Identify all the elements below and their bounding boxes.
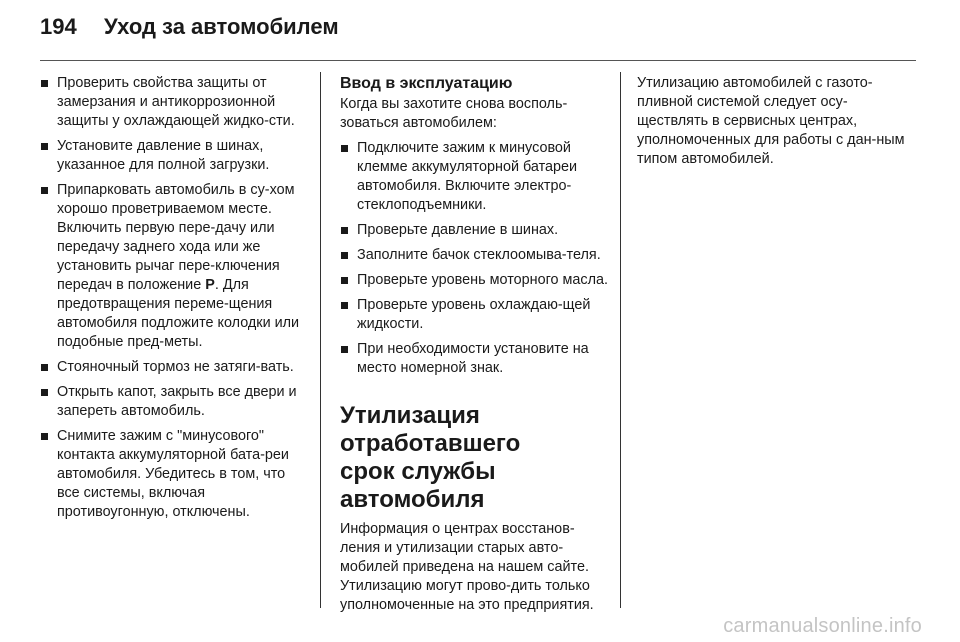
list-item [40, 427, 302, 522]
list-item-text: Установите давление в шинах, указанное для полной загрузки. [57, 138, 270, 173]
header-rule [40, 60, 916, 61]
column-divider-right [620, 72, 621, 608]
storage-checklist [40, 74, 302, 522]
list-item [40, 181, 302, 352]
park-gear-letter: P [205, 277, 215, 293]
page-header [40, 14, 339, 44]
column-storage-checklist [40, 74, 302, 528]
list-item [40, 74, 302, 131]
list-item-text: Припарковать автомобиль в су-хом хорошо проветриваемом месте. Включить первую пере-дачу или передачу заднего хода или же установить рычаг пере-ключения передач в положение [57, 182, 295, 293]
list-item-text: Открыть капот, закрыть все двери и запереть автомобиль. [57, 384, 297, 419]
disposal-section-heading: Утилизация отработавшего срок службы автомобиля [340, 402, 521, 513]
list-item [340, 296, 610, 334]
list-item-text-tail: . Для предотвращения переме-щения автомобиля подложите колодки или подобные пред-меты. [57, 277, 300, 350]
list-item [340, 246, 610, 265]
list-item [340, 340, 610, 378]
gas-vehicle-disposal-text: Утилизацию автомобилей с газото-пливной системой следует осу-ществлять в сервисных центрах, уполномоченных для работы с дан-ным типом автомобилей. [637, 75, 905, 167]
list-item [340, 271, 610, 290]
recommissioning-intro: Когда вы захотите снова восполь-зоваться автомобилем: [340, 96, 568, 131]
list-item [40, 383, 302, 421]
list-item-text: Проверить свойства защиты от замерзания и антикоррозионной защиты у охлаждающей жидко-сти. [57, 75, 295, 129]
list-item [340, 221, 610, 240]
column-divider-left [320, 72, 321, 608]
list-item-text: Заполните бачок стеклоомыва-теля. [357, 247, 601, 263]
list-item-text: Подключите зажим к минусовой клемме аккумуляторной батареи автомобиля. Включите электро-стеклоподъемники. [357, 140, 578, 213]
recommissioning-heading: Ввод в эксплуатацию [340, 75, 513, 92]
watermark: carmanualsonline.info [723, 615, 922, 637]
list-item-text: Снимите зажим с "минусового" контакта аккумуляторной бата-реи автомобиля. Убедитесь в том, что все системы, включая противоугонную, отключены. [57, 428, 289, 520]
list-item-text: Проверьте давление в шинах. [357, 222, 559, 238]
list-item [40, 137, 302, 175]
recommissioning-checklist [340, 139, 610, 378]
page-number: 194 [40, 14, 77, 39]
list-item [340, 139, 610, 215]
column-gas-vehicles [637, 74, 917, 175]
list-item-text: Проверьте уровень охлаждаю-щей жидкости. [357, 297, 591, 332]
disposal-section-text: Информация о центрах восстанов-ления и утилизации старых авто-мобилей приведена на нашем сайте. Утилизацию могут прово-дить только уполномоченные на это предприятия. [340, 521, 594, 613]
column-recommissioning [340, 74, 610, 621]
list-item-text: Стояночный тормоз не затяги-вать. [57, 359, 294, 375]
list-item-text: При необходимости установите на место номерной знак. [357, 341, 589, 376]
list-item-text: Проверьте уровень моторного масла. [357, 272, 609, 288]
list-item [40, 358, 302, 377]
chapter-title: Уход за автомобилем [104, 14, 339, 39]
